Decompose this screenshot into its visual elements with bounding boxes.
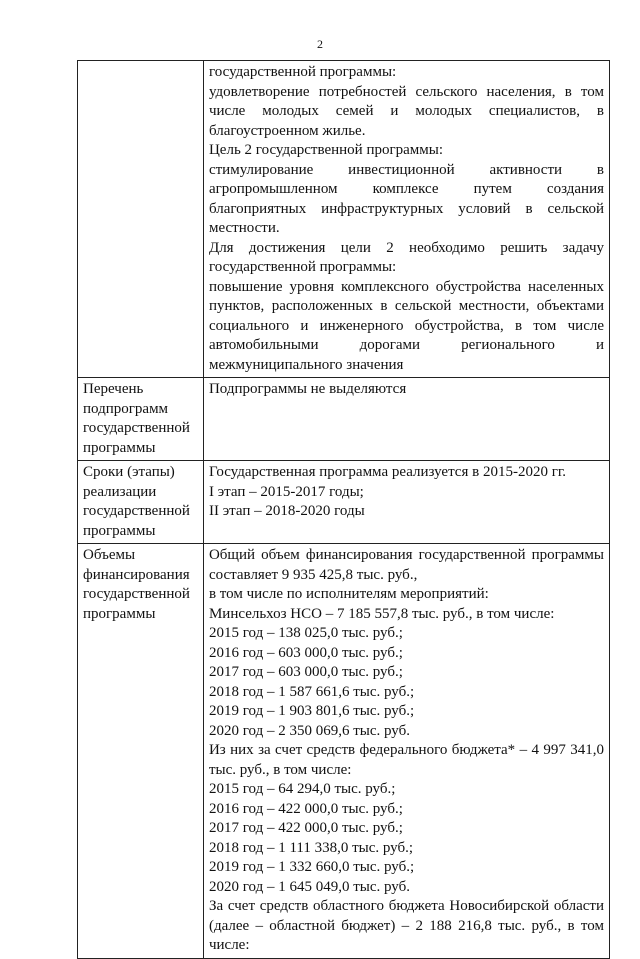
terms-line: I этап – 2015-2017 годы; [208, 483, 364, 500]
funding-label-cell: Объемы финансирования государственной программы [78, 544, 204, 959]
table-row-subprograms [78, 378, 610, 461]
goals-content-cell [203, 61, 609, 378]
funding-line: 2020 год – 1 645 049,0 тыс. руб. [208, 878, 410, 895]
funding-line: 2018 год – 1 111 338,0 тыс. руб.; [208, 839, 414, 856]
funding-line: 2016 год – 422 000,0 тыс. руб.; [208, 800, 403, 817]
funding-line: 2016 год – 603 000,0 тыс. руб.; [208, 644, 403, 661]
funding-content-cell [203, 544, 609, 959]
funding-line: Из них за счет средств федерального бюджета* – 4 997 341,0 тыс. руб., в том числе: [208, 742, 604, 778]
program-passport-table [77, 60, 610, 959]
terms-line: Государственная программа реализуется в 2015-2020 гг. [208, 464, 567, 480]
goals-line: повышение уровня комплексного обустройства населенных пунктов, расположенных в сельской местности, объектами социального и инженерного обустройства, в том числе автомобильными дорогами регионального и межмуниципального значения [208, 278, 604, 373]
table-row-funding [78, 544, 610, 959]
terms-content-cell [203, 461, 609, 544]
goals-line: Для достижения цели 2 необходимо решить задачу государственной программы: [208, 239, 604, 275]
subprograms-label-cell: Перечень подпрограмм государственной программы [78, 378, 204, 461]
goals-label-cell [78, 61, 204, 378]
funding-line: 2019 год – 1 903 801,6 тыс. руб.; [208, 703, 415, 719]
subprograms-value-cell: Подпрограммы не выделяются [203, 378, 609, 461]
goals-line: стимулирование инвестиционной активности в агропромышленном комплексе путем создания благоприятных инфраструктурных условий в сельской местности. [208, 161, 604, 236]
funding-line: 2020 год – 2 350 069,6 тыс. руб. [208, 722, 410, 739]
funding-line: в том числе по исполнителям мероприятий: [208, 586, 489, 602]
funding-line: 2015 год – 138 025,0 тыс. руб.; [208, 625, 403, 641]
terms-line: II этап – 2018-2020 годы [208, 503, 365, 519]
table-row-terms [78, 461, 610, 544]
funding-line: За счет средств областного бюджета Новосибирской области (далее – областной бюджет) – 2 188 216,8 тыс. руб., в том числе: [208, 898, 604, 953]
goals-line: Цель 2 государственной программы: [208, 142, 444, 158]
funding-line: 2015 год – 64 294,0 тыс. руб.; [208, 781, 396, 797]
table-row-goals [78, 61, 610, 378]
goals-line: удовлетворение потребностей сельского населения, в том числе молодых семей и молодых специалистов, в благоустроенном жилье. [208, 83, 604, 139]
funding-line: 2017 год – 422 000,0 тыс. руб.; [208, 820, 403, 836]
funding-line: 2019 год – 1 332 660,0 тыс. руб.; [208, 859, 415, 875]
funding-line: 2017 год – 603 000,0 тыс. руб.; [208, 664, 403, 680]
goals-line: государственной программы: [208, 64, 397, 80]
funding-line: Минсельхоз НСО – 7 185 557,8 тыс. руб., в том числе: [208, 605, 555, 622]
terms-label-cell: Сроки (этапы) реализации государственной программы [78, 461, 204, 544]
page-number: 2 [317, 37, 323, 51]
funding-line: Общий объем финансирования государственной программы составляет 9 935 425,8 тыс. руб., [208, 547, 604, 583]
funding-line: 2018 год – 1 587 661,6 тыс. руб.; [208, 683, 415, 700]
